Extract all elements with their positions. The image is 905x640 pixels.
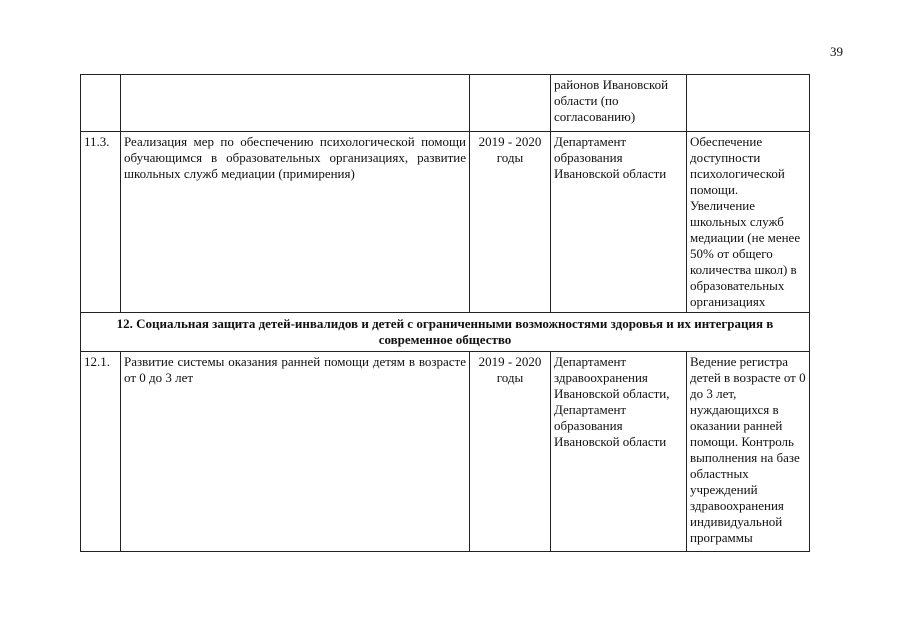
executor-cell: районов Ивановской области (по согласованию) [551, 75, 687, 132]
measure-description-cell [121, 75, 470, 132]
table-row [81, 352, 810, 552]
table-row [81, 132, 810, 313]
measures-table [80, 74, 810, 552]
result-cell [687, 75, 810, 132]
period-cell: 2019 - 2020 годы [470, 132, 551, 313]
executor-cell: Департамент здравоохранения Ивановской области, Департамент образования Ивановской области [551, 352, 687, 552]
measure-description-cell: Развитие системы оказания ранней помощи детям в возрасте от 0 до 3 лет [121, 352, 470, 552]
section-header-row [81, 313, 810, 352]
section-title: 12. Социальная защита детей-инвалидов и детей с ограниченными возможностями здоровья и их интеграция в современное общество [81, 313, 810, 352]
measure-description-cell: Реализация мер по обеспечению психологической помощи обучающимся в образовательных организациях, развитие школьных служб медиации (примирения) [121, 132, 470, 313]
result-cell: Обеспечение доступности психологической помощи. Увеличение школьных служб медиации (не менее 50% от общего количества школ) в образовательных организациях [687, 132, 810, 313]
row-number-cell: 11.3. [81, 132, 121, 313]
row-number-cell: 12.1. [81, 352, 121, 552]
table-row [81, 75, 810, 132]
period-cell: 2019 - 2020 годы [470, 352, 551, 552]
executor-cell: Департамент образования Ивановской области [551, 132, 687, 313]
page-number: 39 [830, 44, 843, 59]
period-cell [470, 75, 551, 132]
row-number-cell [81, 75, 121, 132]
result-cell: Ведение регистра детей в возрасте от 0 до 3 лет, нуждающихся в оказании ранней помощи. Контроль выполнения на базе областных учреждений здравоохранения индивидуальной программы [687, 352, 810, 552]
